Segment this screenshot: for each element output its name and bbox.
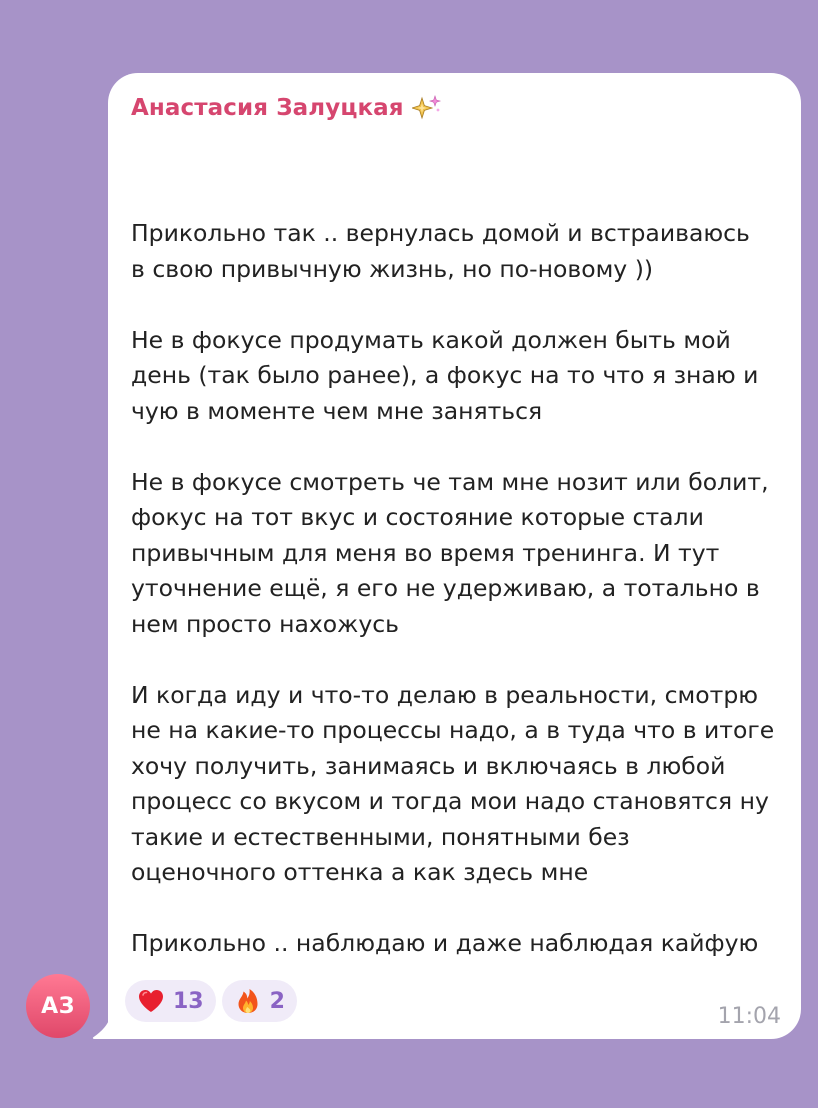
message-paragraph: Прикольно .. наблюдаю и даже наблюдая кайфую (131, 929, 759, 957)
reaction-heart[interactable] (125, 980, 216, 1022)
sender-name[interactable]: Анастасия Залуцкая (131, 95, 404, 121)
message-text (131, 216, 791, 962)
reactions-bar (125, 980, 297, 1022)
heart-icon (137, 987, 165, 1015)
sender-row (131, 93, 442, 123)
reaction-fire[interactable] (222, 980, 297, 1022)
avatar[interactable]: АЗ (26, 974, 90, 1038)
fire-icon (234, 987, 262, 1015)
message-time: 11:04 (717, 1004, 781, 1029)
message-paragraph: Не в фокусе продумать какой должен быть мой день (так было ранее), а фокус на то что я знаю и чую в моменте чем мне заняться (131, 325, 759, 425)
bubble-tail (92, 1017, 118, 1039)
message-paragraph: Прикольно так .. вернулась домой и встраиваюсь в свою привычную жизнь, но по-новому )) (131, 219, 750, 283)
message-paragraph: Не в фокусе смотреть че там мне нозит или болит, фокус на тот вкус и состояние которые стали привычным для меня во время тренинга. И тут уточнение ещё, я его не удерживаю, а тотально в нем просто нахожусь (131, 467, 769, 638)
reaction-count: 13 (173, 988, 204, 1014)
message-paragraph: И когда иду и что-то делаю в реальности, смотрю не на какие-то процессы надо, а в туда что в итоге хочу получить, занимаясь и включаясь в любой процесс со вкусом и тогда мои надо становятся ну такие и естественными, понятными без оценочного оттенка а как здесь мне (131, 680, 775, 886)
message-bubble[interactable] (108, 73, 801, 1039)
reaction-count: 2 (269, 988, 285, 1014)
sparkle-stars-icon (412, 95, 442, 121)
